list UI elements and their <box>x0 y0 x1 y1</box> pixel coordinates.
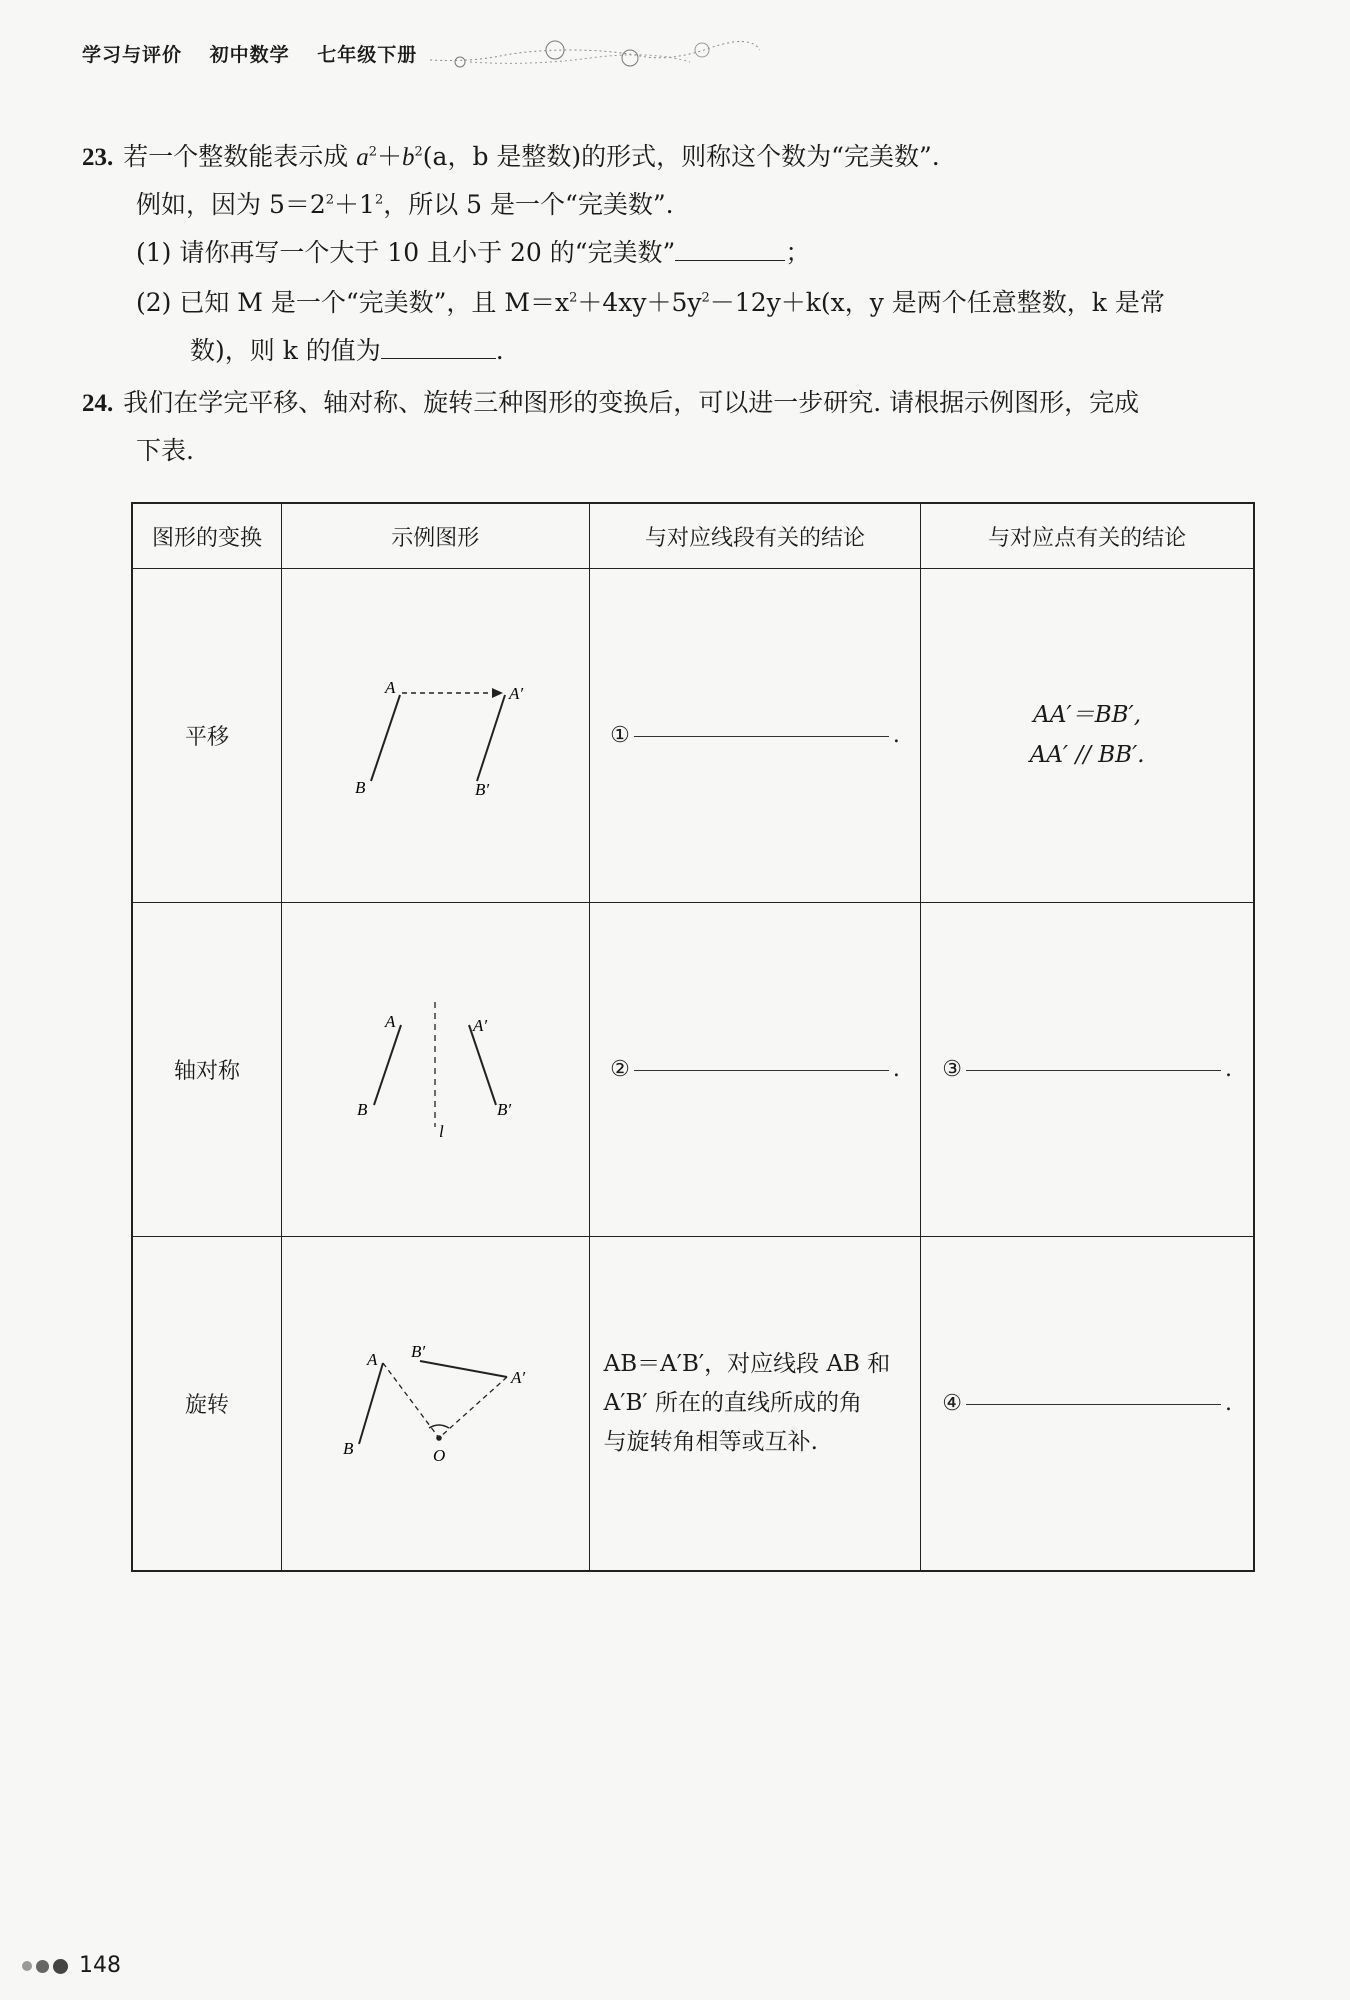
question-23: 23. 若一个整数能表示成 $a^2+b^2(a$，b 是整数)的形式，则称这个数为“完美数”. <box>82 142 940 171</box>
symmetry-point-cell: ③ . <box>921 903 1254 1237</box>
symmetry-diagram <box>285 967 585 1167</box>
rotation-point-cell: ④ . <box>921 1237 1254 1572</box>
header-transform: 图形的变换 <box>132 503 281 569</box>
header-subject: 初中数学 <box>209 44 290 66</box>
row-translation-label: 平移 <box>132 569 281 903</box>
mark-2: ② <box>610 1057 630 1082</box>
q23-intro-end: 的形式，则称这个数为“完美数”. <box>581 142 940 171</box>
part1-end: ； <box>785 238 811 267</box>
blank-3[interactable] <box>966 1069 1221 1071</box>
header-point: 与对应点有关的结论 <box>921 503 1254 569</box>
translation-figure <box>281 569 589 903</box>
page-number: 148 <box>79 1953 121 1978</box>
label-B-prime: B′ <box>411 1341 426 1361</box>
label-A: A <box>367 1349 378 1369</box>
mark-4: ④ <box>942 1391 963 1416</box>
translation-diagram <box>285 633 585 833</box>
label-B: B <box>357 1099 368 1119</box>
rotation-diagram <box>285 1301 585 1501</box>
blank-4[interactable] <box>966 1403 1221 1405</box>
label-l: l <box>439 1121 445 1141</box>
label-B-prime: B′ <box>497 1099 512 1119</box>
part2-text-a: (2) 已知 M 是一个“完美数”，且 M＝x <box>136 288 570 317</box>
blank-1[interactable] <box>634 735 889 737</box>
label-A-prime: A′ <box>473 1015 488 1035</box>
translation-point-line2: AA′ // BB′. <box>1029 741 1145 768</box>
label-A-prime: A′ <box>509 683 524 703</box>
part2-text-d: 数)，则 k 的值为 <box>190 336 381 365</box>
label-A: A <box>385 1011 396 1031</box>
rotation-segment-line2: A′B′ 所在的直线所成的角 <box>603 1389 862 1416</box>
symmetry-figure <box>281 903 589 1237</box>
table-header-row <box>132 503 1254 569</box>
example-text: 例如，因为 5＝2 <box>136 190 326 219</box>
q23-part2-cont <box>190 332 504 370</box>
q23-intro: 若一个整数能表示成 <box>123 142 349 171</box>
running-header <box>82 40 437 67</box>
translation-segment-cell: ① . <box>589 569 921 903</box>
header-book: 学习与评价 <box>82 44 183 66</box>
table-row <box>132 569 1254 903</box>
translation-point-line1: AA′＝BB′, <box>1033 702 1142 729</box>
question-24 <box>82 384 1139 423</box>
label-A-prime: A′ <box>511 1367 526 1387</box>
transform-table <box>131 502 1255 1572</box>
footer-dot-icon <box>36 1960 49 1973</box>
symmetry-segment-cell: ② . <box>589 903 921 1237</box>
part2-text-b: ＋4xy＋5y <box>577 288 702 317</box>
part1-blank[interactable] <box>675 259 785 261</box>
row-symmetry-label: 轴对称 <box>132 903 281 1237</box>
translation-point-cell <box>921 569 1254 903</box>
table-row <box>132 1237 1254 1572</box>
part1-text: (1) 请你再写一个大于 10 且小于 20 的“完美数” <box>136 238 676 267</box>
q23-part1 <box>136 234 810 272</box>
label-B: B <box>343 1438 354 1458</box>
header-grade: 七年级下册 <box>317 44 418 66</box>
header-example: 示例图形 <box>281 503 589 569</box>
label-B-prime: B′ <box>475 779 490 799</box>
mark-3: ③ <box>942 1057 963 1082</box>
label-O: O <box>433 1445 446 1465</box>
page-footer <box>22 1953 121 1978</box>
q23-part2: (2) 已知 M 是一个“完美数”，且 $M=x^2+4xy+5y^2-12y+k(x$，y 是两个任意整数，k 是常 <box>136 288 1165 317</box>
q24-text-2: 下表. <box>136 436 194 465</box>
expr-a: a <box>356 144 369 171</box>
label-A: A <box>385 677 396 697</box>
q23-example: 例如，因为 $5=2^2+1^2$，所以 5 是一个“完美数”. <box>136 190 674 219</box>
expr-b: b <box>402 144 415 171</box>
footer-dot-icon <box>22 1961 32 1971</box>
q24-number: 24. <box>82 390 114 417</box>
header-decoration <box>430 36 760 76</box>
part2-text-c: －12y＋k(x，y 是两个任意整数，k 是常 <box>709 288 1165 317</box>
header-segment: 与对应线段有关的结论 <box>589 503 921 569</box>
row-rotation-label: 旋转 <box>132 1237 281 1572</box>
blank-2[interactable] <box>634 1069 889 1071</box>
q24-text-cont <box>136 432 194 470</box>
rotation-segment-cell <box>589 1237 921 1572</box>
table-row <box>132 903 1254 1237</box>
example-rest: ，所以 5 是一个“完美数”. <box>383 190 674 219</box>
mark-1: ① <box>610 723 630 748</box>
rotation-segment-line3: 与旋转角相等或互补. <box>603 1429 818 1456</box>
expr-note: (a，b 是整数) <box>422 142 582 171</box>
rotation-figure <box>281 1237 589 1572</box>
part2-end: . <box>495 336 504 365</box>
footer-dot-icon <box>53 1959 68 1974</box>
label-B: B <box>355 777 366 797</box>
q24-text: 我们在学完平移、轴对称、旋转三种图形的变换后，可以进一步研究. 请根据示例图形，完成 <box>123 388 1140 417</box>
q23-number: 23. <box>82 144 114 171</box>
rotation-segment-line1: AB＝A′B′，对应线段 AB 和 <box>603 1350 891 1377</box>
part2-blank[interactable] <box>381 357 496 359</box>
